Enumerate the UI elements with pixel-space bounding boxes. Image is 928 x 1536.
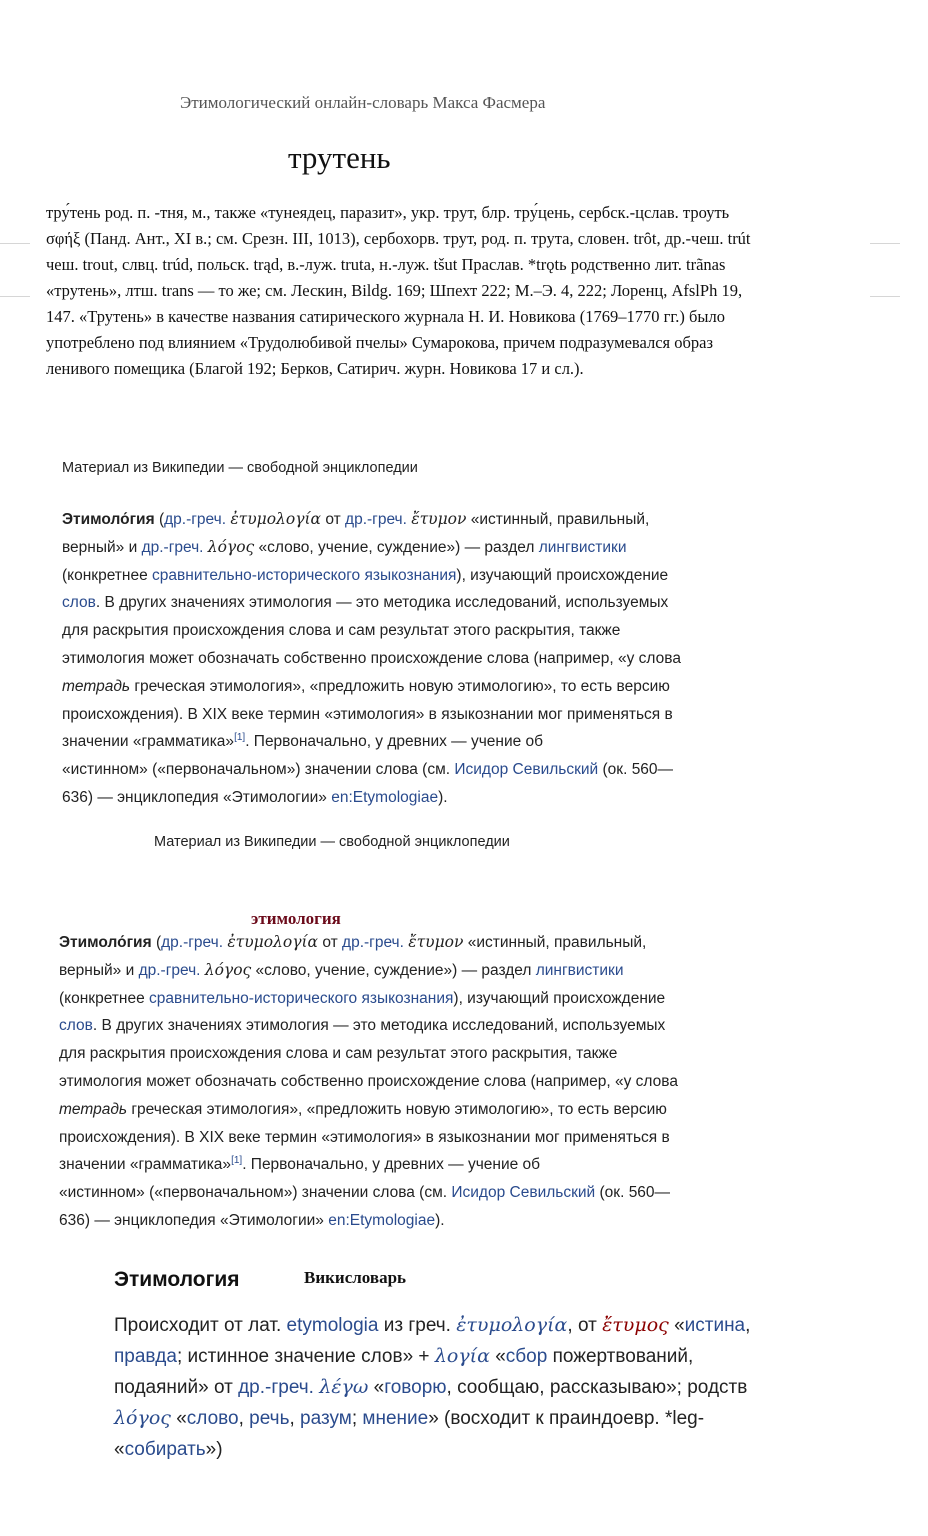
text: значении «грамматика» [62, 733, 235, 751]
text: , [289, 1408, 295, 1429]
wiki-line: этимология может обозначать собственно происхождение слова (например, «у слова [62, 649, 681, 667]
lang-link[interactable]: др.-греч. [342, 934, 404, 951]
divider [870, 296, 900, 297]
wiki-line [59, 1096, 779, 1124]
wiktionary-section-title: Этимология [114, 1268, 240, 1291]
text: «слово, учение, суждение») — раздел [255, 961, 532, 979]
wiki-line: Этимоло́гия (др.-греч. ἐτυμολογία от др.-греч. ἔτυμον «истинный, правильный, [62, 510, 650, 528]
divider [870, 243, 900, 244]
words-link[interactable]: слов [62, 594, 96, 612]
isidore-link[interactable]: Исидор Севильский [451, 1184, 596, 1202]
text: (ок. 560— [599, 1184, 671, 1202]
text: греческая этимология», «предложить новую этимологию», то есть версию [127, 1100, 667, 1118]
vasmer-entry [46, 200, 866, 382]
wikt-line [114, 1341, 794, 1372]
lang-link[interactable]: др.-греч. [161, 934, 224, 951]
etymologiae-link[interactable]: en:Etymologiae [328, 1211, 436, 1229]
lang-link[interactable]: др.-греч. [345, 511, 407, 528]
text: (конкретнее [59, 989, 145, 1007]
wiki-line [62, 673, 782, 701]
italic-word: тетрадь [59, 1100, 128, 1118]
text: « [176, 1408, 187, 1429]
slovo-link[interactable]: слово [186, 1408, 239, 1429]
lang-link[interactable]: др.-греч. [138, 961, 201, 979]
greek-word: ἔτυμον [408, 933, 464, 951]
linguistics-link[interactable]: лингвистики [535, 961, 624, 979]
etymologia-link[interactable]: etymologia [286, 1315, 379, 1336]
headword-title: трутень [288, 140, 391, 175]
wikt-line [114, 1310, 794, 1341]
wiktionary-paragraph [114, 1310, 794, 1465]
wiktionary-source-label: Викисловарь [304, 1268, 407, 1287]
wiki-line [59, 1207, 779, 1235]
text: подаяний» от [114, 1377, 233, 1398]
divider [0, 243, 30, 244]
greek-word: ἐτυμολογία [227, 933, 319, 951]
wiki-source-caption: Материал из Википедии — свободной энциклопедии [62, 460, 418, 476]
govoryu-link[interactable]: говорю [384, 1377, 447, 1398]
text: значении «грамматика» [59, 1156, 232, 1174]
text: пожертвований, [552, 1346, 694, 1367]
comparative-linguistics-link[interactable]: сравнительно-исторического языкознания [149, 989, 454, 1007]
sbor-link[interactable]: сбор [505, 1346, 548, 1367]
entry-line: 147. «Трутень» в качестве названия сатирического журнала Н. И. Новикова (1769–1770 гг.) было [46, 307, 726, 326]
text: ), изучающий происхождение [456, 566, 669, 584]
truth-link[interactable]: истина [684, 1315, 746, 1336]
term-bold: Этимоло́гия [59, 934, 152, 951]
greek-word: λόγος [207, 537, 255, 556]
text: ») [205, 1439, 223, 1460]
italic-word: тетрадь [62, 677, 131, 695]
mnenie-link[interactable]: мнение [362, 1408, 429, 1429]
text: (ок. 560— [602, 761, 674, 779]
text: « [373, 1377, 385, 1398]
wiki-line: для раскрытия происхождения слова и сам результат этого раскрытия, также [59, 1045, 618, 1063]
wiki-line [62, 562, 782, 590]
entry-line: ленивого помещика (Благой 192; Берков, Сатирич. журн. Новикова 17 и сл.). [46, 359, 584, 378]
comparative-linguistics-link[interactable]: сравнительно-исторического языкознания [152, 566, 457, 584]
entry-line: «трутень», лтш. trans — то же; см. Лескин, Bildg. 169; Шпехт 222; М.–Э. 4, 222; Лоренц, AfslPh 19, [46, 281, 743, 300]
etymologiae-link[interactable]: en:Etymologiae [331, 788, 439, 806]
wiki-line [62, 784, 782, 812]
greek-word: ἐτυμολογία [230, 510, 322, 528]
words-link[interactable]: слов [59, 1017, 93, 1035]
greek-etymologia-link[interactable]: ἐτυμολογία [456, 1314, 568, 1336]
rech-link[interactable]: речь [249, 1408, 290, 1429]
greek-lego-link[interactable]: λέγω [319, 1376, 369, 1398]
text: от [322, 934, 338, 951]
text: из греч. [383, 1315, 451, 1336]
text: ). [435, 1211, 445, 1229]
text: ), изучающий происхождение [453, 989, 666, 1007]
text: «истинный, правильный, [467, 934, 647, 951]
wiki-line [62, 534, 782, 562]
text: (конкретнее [62, 566, 148, 584]
text: 636) — энциклопедия «Этимологии» [59, 1211, 324, 1229]
wiki-line [62, 728, 782, 756]
wiki-line: происхождения). В XIX веке термин «этимология» в языкознании мог применяться в [62, 705, 673, 723]
wiki-line [59, 1179, 779, 1207]
razum-link[interactable]: разум [300, 1408, 352, 1429]
wiki-line [59, 1151, 779, 1179]
isidore-link[interactable]: Исидор Севильский [454, 761, 599, 779]
wiki-line [62, 589, 782, 617]
text: , сообщаю, рассказываю»; родств [446, 1377, 748, 1398]
term-bold: Этимоло́гия [62, 511, 155, 528]
text: . В других значениях этимология — это методика исследований, используемых [92, 1017, 666, 1035]
text: верный» и [59, 961, 135, 979]
entry-line: чеш. trout, слвц. trúd, польск. trąd, в.-луж. truta, н.-луж. tšut Праслав. *trǫtь родственно лит. trãnas [46, 255, 726, 274]
text: . Первоначально, у древних — учение об [245, 733, 544, 751]
wiki-source-caption: Материал из Википедии — свободной энциклопедии [154, 834, 510, 850]
entry-line: употреблено под влиянием «Трудолюбивой пчелы» Сумарокова, причем подразумевался образ [46, 333, 713, 352]
wiki-line [62, 756, 782, 784]
wiki-paragraph [59, 929, 779, 1235]
text: 636) — энциклопедия «Этимологии» [62, 788, 327, 806]
greek-word: λόγος [204, 960, 252, 979]
text: , [238, 1408, 244, 1429]
text: Происходит от лат. [114, 1315, 282, 1336]
text: «слово, учение, суждение») — раздел [258, 538, 535, 556]
reference-link[interactable]: [1] [234, 732, 246, 744]
text: «истинный, правильный, [470, 511, 650, 528]
text: « [674, 1315, 685, 1336]
lang-link[interactable]: др.-греч. [164, 511, 227, 528]
entry-line: тру́тень род. п. -тня, м., также «тунеядец, паразит», укр. трут, блр. тру́цень, сербск.-цслав. троуть [46, 203, 730, 222]
wiki-line [59, 1012, 779, 1040]
wiki-line [59, 985, 779, 1013]
pravda-link[interactable]: правда [114, 1346, 177, 1367]
wiki-line: этимология может обозначать собственно происхождение слова (например, «у слова [59, 1072, 678, 1090]
text: ; истинное значение слов» + [176, 1346, 430, 1367]
greek-logia-link[interactable]: λογία [434, 1345, 490, 1367]
text: « [495, 1346, 506, 1367]
text: «истинном» («первоначальном») значении слова (см. [62, 761, 451, 779]
wiki-line: происхождения). В XIX веке термин «этимология» в языкознании мог применяться в [59, 1128, 670, 1146]
wikt-line: λόγος «слово, речь, разум; мнение» (восходит к праиндоевр. *leg- [114, 1407, 705, 1429]
reference-link[interactable]: [1] [231, 1155, 243, 1167]
greek-word: ἔτυμον [411, 510, 467, 528]
text: ). [438, 788, 448, 806]
text: . Первоначально, у древних — учение об [242, 1156, 541, 1174]
text: «истинном» («первоначальном») значении слова (см. [59, 1184, 448, 1202]
text: верный» и [62, 538, 138, 556]
text: . В других значениях этимология — это методика исследований, используемых [95, 594, 669, 612]
text: греческая этимология», «предложить новую этимологию», то есть версию [130, 677, 670, 695]
wiki-line [59, 957, 779, 985]
text: « [114, 1439, 125, 1460]
wiki-line: для раскрытия происхождения слова и сам результат этого раскрытия, также [62, 622, 621, 640]
text: , [745, 1315, 751, 1336]
divider [0, 296, 30, 297]
lang-link[interactable]: др.-греч. [238, 1377, 314, 1398]
wikt-line [114, 1434, 794, 1465]
wiki-line: Этимоло́гия (др.-греч. ἐτυμολογία от др.-греч. ἔτυμον «истинный, правильный, [59, 933, 647, 951]
text: , от [567, 1315, 597, 1336]
lang-link[interactable]: др.-греч. [141, 538, 204, 556]
text: от [325, 511, 341, 528]
wikt-line [114, 1372, 794, 1403]
greek-logos-link[interactable]: λόγος [114, 1407, 171, 1429]
linguistics-link[interactable]: лингвистики [538, 538, 627, 556]
entry-line: σφήξ (Панд. Ант., XI в.; см. Срезн. III, 1013), сербохорв. трут, род. п. трута, словен. trȏt, др.-чеш. trút [46, 229, 751, 248]
greek-etymos-link[interactable]: ἔτυμος [602, 1314, 669, 1336]
wiki-paragraph [62, 506, 782, 812]
section-heading: этимология [251, 909, 341, 928]
sobirat-link[interactable]: собирать [124, 1439, 206, 1460]
site-title: Этимологический онлайн-словарь Макса Фасмера [180, 93, 546, 112]
text: » (восходит к праиндоевр. *leg- [428, 1408, 705, 1429]
